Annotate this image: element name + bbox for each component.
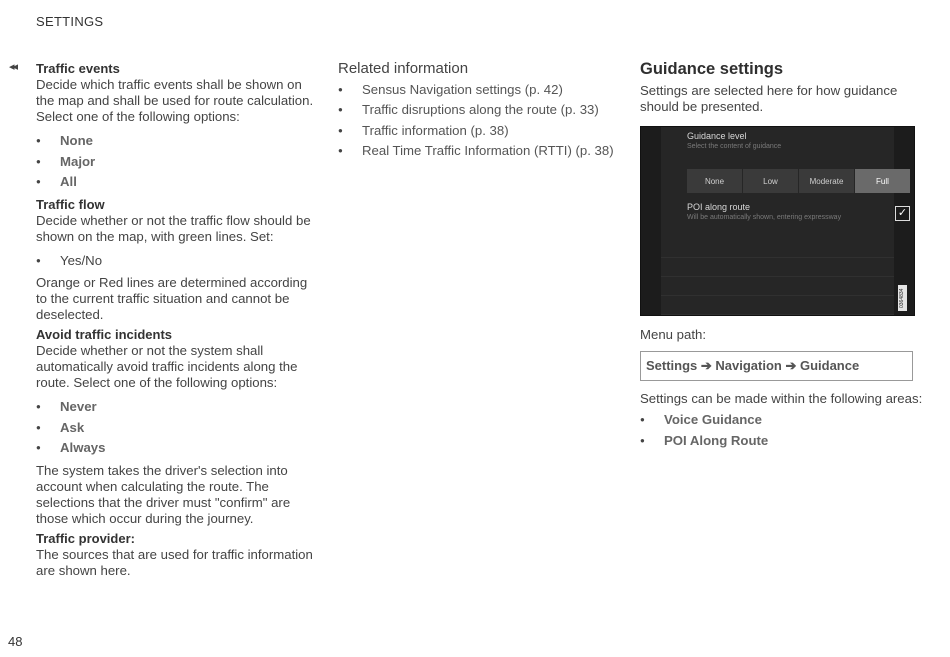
traffic-events-options	[36, 131, 314, 193]
areas-intro: Settings can be made within the following areas:	[640, 391, 923, 406]
level-option-full: Full	[855, 169, 910, 193]
list-item: ● Major	[36, 152, 314, 173]
guidance-level-selector	[687, 169, 910, 193]
page-number: 48	[8, 634, 23, 649]
guidance-screen-image	[640, 126, 915, 316]
traffic-events-heading: Traffic events	[36, 61, 120, 76]
related-information-column	[338, 60, 618, 161]
related-links-list	[338, 80, 618, 161]
section-header: SETTINGS	[36, 14, 104, 29]
traffic-events-text: Decide which traffic events shall be shown on the map and shall be used for route calculation. Select one of the following options:	[36, 77, 314, 124]
list-item: ● None	[36, 131, 314, 152]
areas-list-container	[640, 410, 915, 455]
list-item: ● POI Along Route	[640, 431, 915, 452]
menu-path-box: Settings ➔ Navigation ➔ Guidance	[640, 351, 913, 381]
guidance-level-title: Guidance level	[687, 131, 747, 141]
image-reference-code: 0364834	[898, 285, 907, 311]
avoid-incidents-heading: Avoid traffic incidents	[36, 327, 173, 342]
menu-path-label: Menu path:	[640, 327, 706, 342]
avoid-incidents-text: Decide whether or not the system shall automatically avoid traffic incidents along the route. Select one of the following options:	[36, 343, 298, 390]
list-item: ● Voice Guidance	[640, 410, 915, 431]
guidance-settings-column	[640, 59, 920, 115]
related-information-title: Related information	[338, 60, 469, 77]
related-link[interactable]: ● Sensus Navigation settings (p. 42)	[338, 80, 618, 100]
list-item: ● Always	[36, 438, 314, 459]
guidance-level-subtitle: Select the content of guidance	[687, 143, 782, 150]
guidance-settings-intro: Settings are selected here for how guidance should be presented.	[640, 83, 898, 114]
guidance-settings-title: Guidance settings	[640, 60, 784, 78]
areas-list	[640, 410, 915, 451]
traffic-provider-heading: Traffic provider:	[36, 530, 135, 546]
traffic-provider-text: The sources that are used for traffic information are shown here.	[36, 546, 313, 578]
level-option-moderate: Moderate	[799, 169, 855, 193]
poi-along-route-subtitle: Will be automatically shown, entering expressway	[687, 214, 842, 221]
related-link[interactable]: ● Real Time Traffic Information (RTTI) (p. 38)	[338, 141, 618, 161]
avoid-incidents-options	[36, 397, 314, 459]
traffic-flow-text: Decide whether or not the traffic flow should be shown on the map, with green lines. Set:	[36, 212, 311, 244]
level-option-none: None	[687, 169, 743, 193]
list-item: ● Never	[36, 397, 314, 418]
list-item: ● Ask	[36, 418, 314, 439]
traffic-flow-options	[36, 251, 314, 272]
list-item: ● All	[36, 172, 314, 193]
avoid-incidents-note: The system takes the driver's selection into account when calculating the route. The selections that the driver must "confirm" are those which occur during the journey.	[36, 462, 291, 526]
related-link[interactable]: ● Traffic information (p. 38)	[338, 121, 618, 141]
screen-empty-rows	[661, 239, 894, 315]
list-item: ● Yes/No	[36, 251, 314, 272]
traffic-flow-heading: Traffic flow	[36, 196, 105, 212]
poi-along-route-title: POI along route	[687, 202, 751, 212]
level-option-low: Low	[743, 169, 799, 193]
related-link[interactable]: ● Traffic disruptions along the route (p. 33)	[338, 100, 618, 120]
checkbox-checked-icon: ✓	[895, 206, 910, 221]
traffic-settings-column	[36, 61, 314, 579]
continued-from-previous-icon: ◂◂	[9, 61, 17, 73]
traffic-flow-note: Orange or Red lines are determined according to the current traffic situation and cannot be deselected.	[36, 275, 308, 322]
